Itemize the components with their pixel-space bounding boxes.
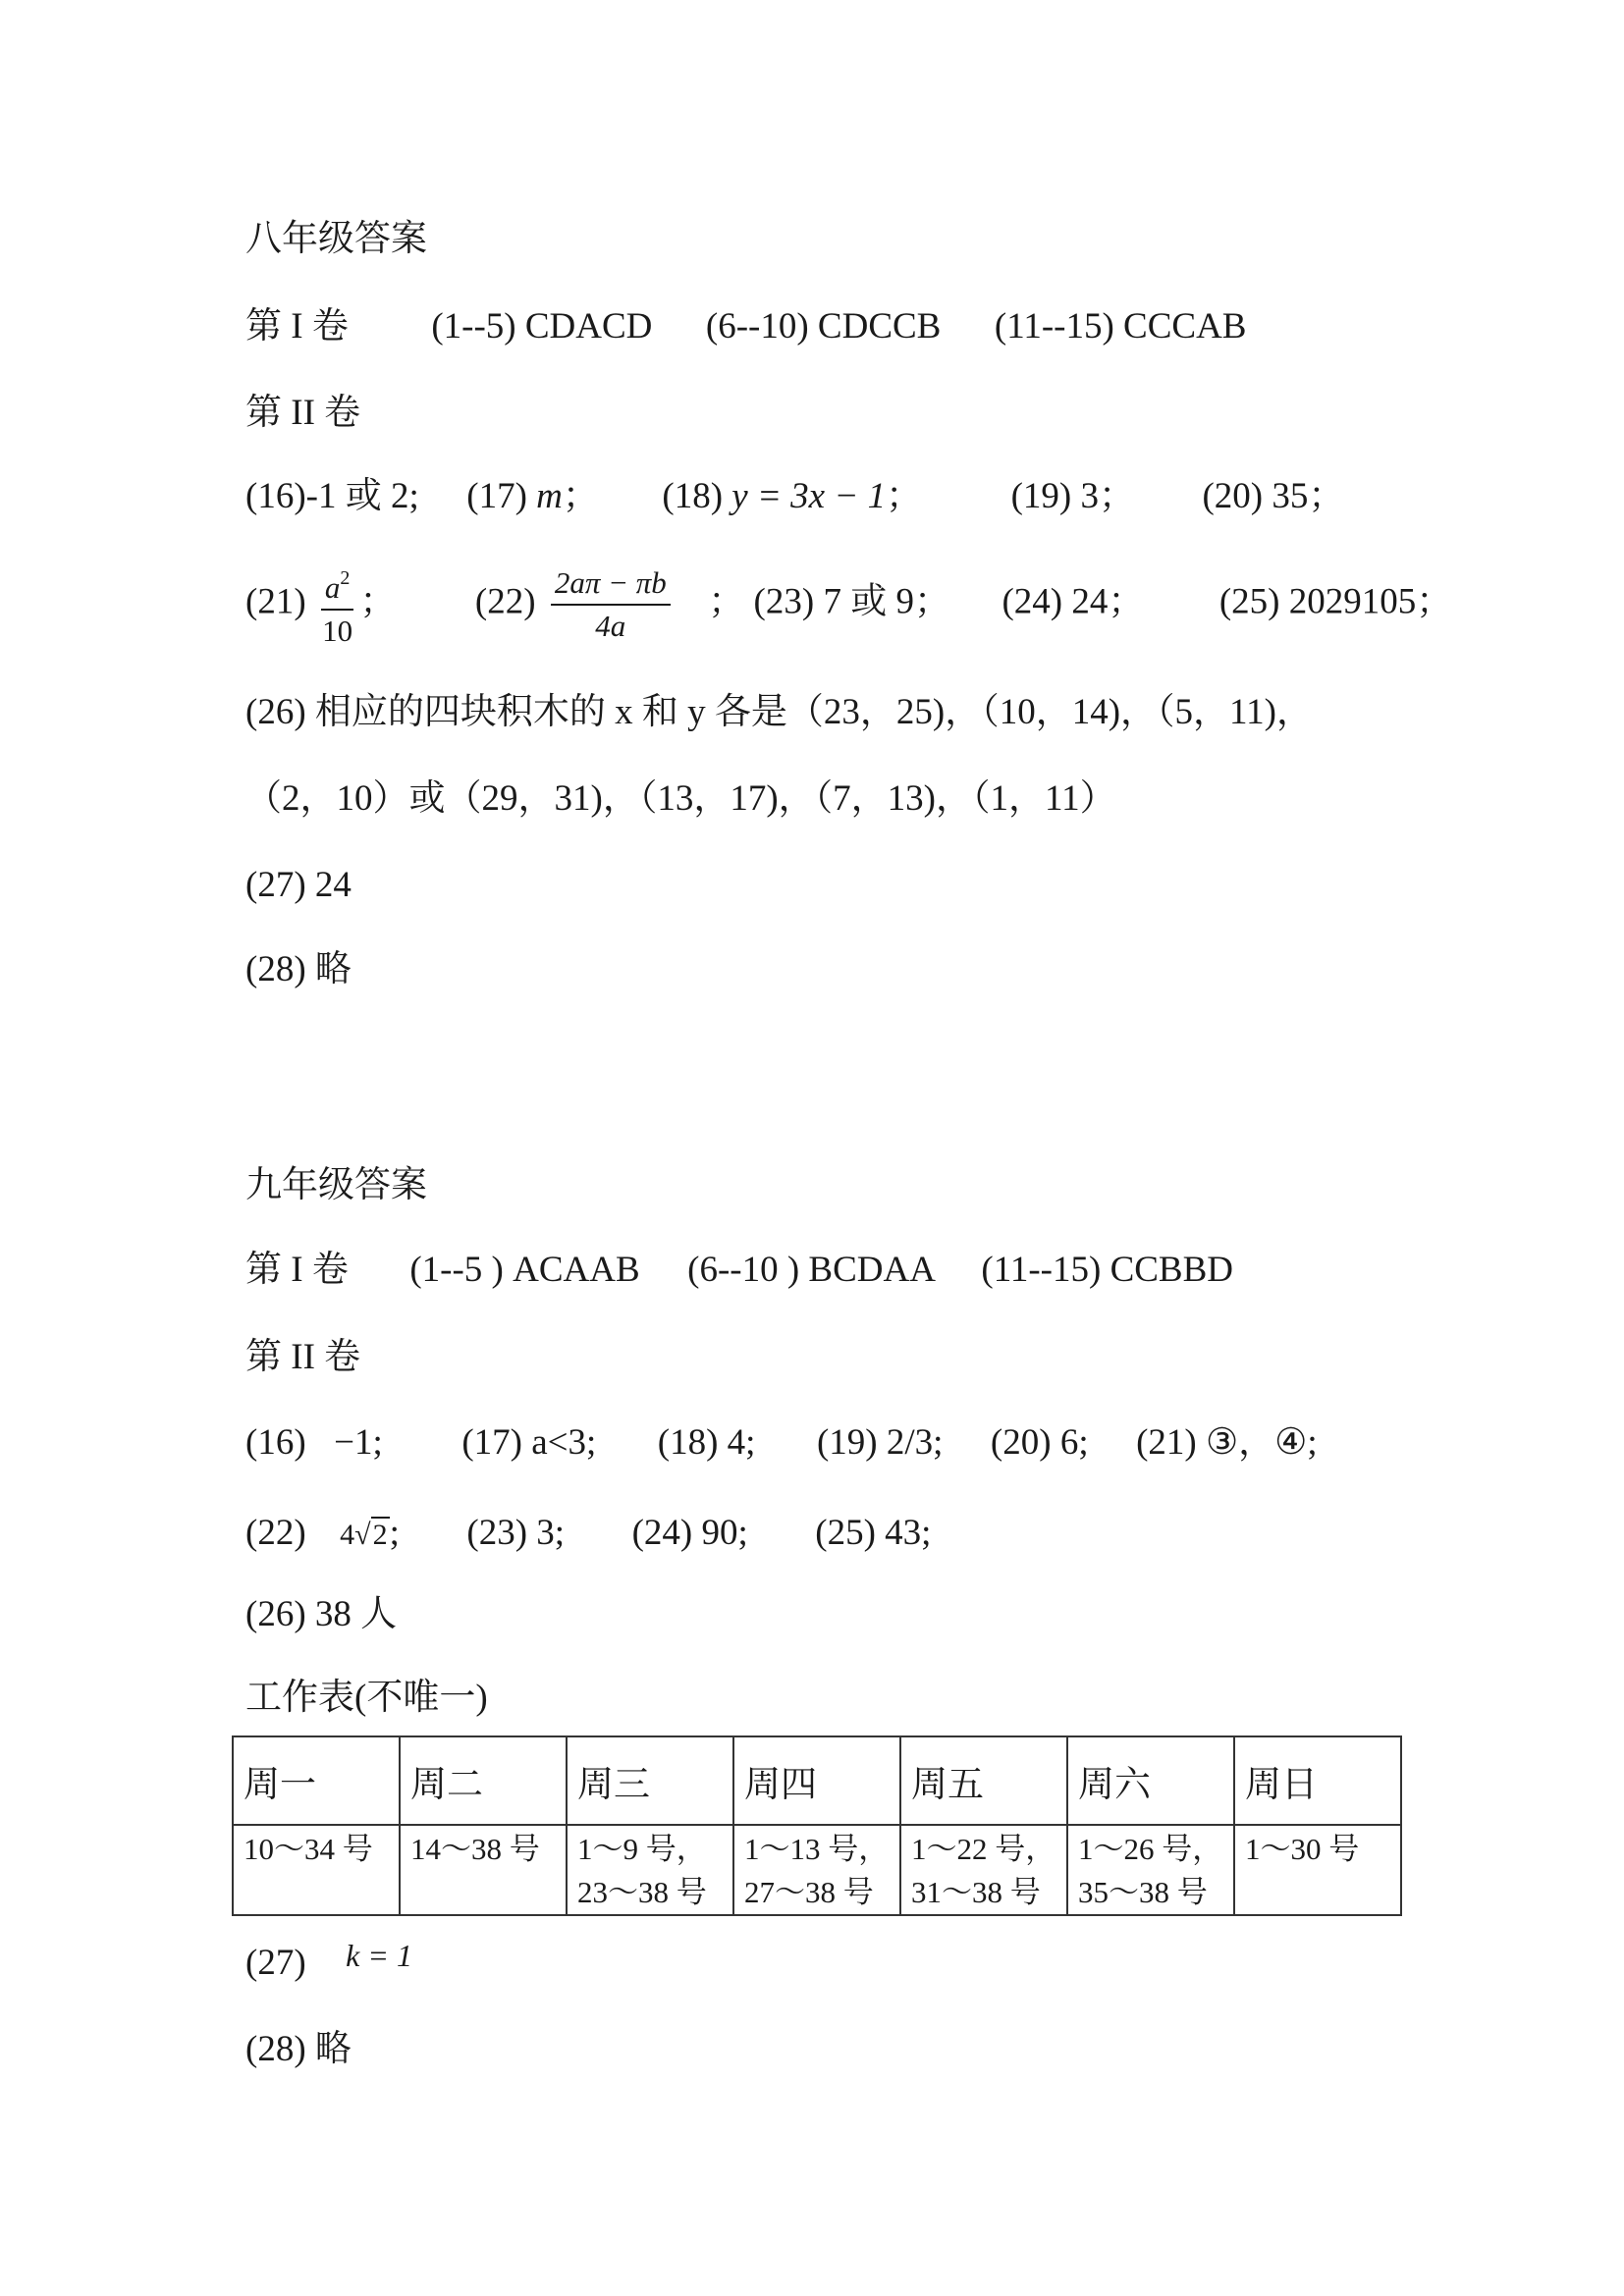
table-cell-line: 1～13 号， — [744, 1832, 890, 1866]
grade8-mc-11-15: (11--15) CCCAB — [994, 306, 1247, 347]
grade9-q16-answer: −1; — [334, 1422, 383, 1463]
grade9-q18: (18) 4; — [657, 1422, 756, 1463]
grade9-mc-11-15: (11--15) CCBBD — [981, 1250, 1234, 1290]
table-header-cell: 周三 — [567, 1736, 733, 1825]
grade8-q21-exponent: 2 — [340, 567, 351, 589]
table-header-row — [233, 1736, 1401, 1825]
grade8-q25: (25) 2029105； — [1218, 581, 1453, 622]
table-cell-line: 14～38 号 — [410, 1832, 540, 1866]
grade8-q21-denominator: 10 — [322, 614, 353, 648]
table-header-cell: 周六 — [1067, 1736, 1234, 1825]
grade8-q23: (23) 7 或 9； — [753, 581, 950, 622]
grade9-row-22-25 — [245, 1512, 931, 1557]
table-cell-line: 23～38 号 — [577, 1875, 707, 1909]
grade9-row-16-21 — [245, 1421, 1318, 1465]
table-cell — [733, 1825, 900, 1915]
grade8-q17-number: (17) — [466, 476, 527, 516]
grade9-q26: (26) 38 人 — [245, 1594, 398, 1634]
grade8-q22-number: (22) — [474, 581, 536, 622]
grade9-q25: (25) 43; — [815, 1513, 932, 1553]
grade9-q16-number: (16) — [245, 1422, 306, 1463]
table-cell-line: 35～38 号 — [1078, 1875, 1208, 1909]
grade8-q17-punct: ； — [562, 476, 599, 516]
table-cell — [567, 1825, 733, 1915]
grade9-volume1-line — [245, 1249, 1233, 1292]
grade8-q17-answer: m — [536, 476, 563, 516]
grade8-q18-number: (18) — [662, 476, 724, 516]
grade8-volume2-label: 第 II 卷 — [245, 393, 361, 433]
grade9-mc-6-10: (6--10 ) BCDAA — [687, 1250, 934, 1290]
grade8-q21-number: (21) — [245, 581, 306, 622]
grade8-q26-line1: (26) 相应的四块积木的 x 和 y 各是（23，25)，（10，14)，（5，11)， — [245, 692, 1313, 732]
grade9-table-title: 工作表(不唯一) — [245, 1678, 488, 1718]
grade8-q19: (19) 3； — [1010, 476, 1135, 516]
table-cell — [233, 1825, 400, 1915]
grade8-mc-1-5: (1--5) CDACD — [431, 306, 653, 347]
grade9-volume2-label: 第 II 卷 — [245, 1337, 361, 1377]
grade9-q22-punct: ; — [389, 1513, 400, 1553]
grade8-q22-denominator: 4a — [595, 609, 626, 643]
table-cell-line: 1～30 号 — [1245, 1832, 1360, 1866]
grade9-title: 九年级答案 — [245, 1165, 427, 1205]
grade9-mc-1-5: (1--5 ) ACAAB — [409, 1250, 640, 1290]
grade8-q21-base: a — [324, 570, 341, 605]
grade9-q21: (21) ③，④; — [1136, 1422, 1318, 1463]
grade9-q23: (23) 3; — [466, 1513, 566, 1553]
grade8-row-21-25 — [245, 560, 1452, 650]
grade8-q26-line2: （2，10）或（29，31)，（13，17)，（7，13)，（1，11） — [245, 778, 1116, 819]
grade9-q20: (20) 6; — [990, 1422, 1089, 1463]
grade8-mc-6-10: (6--10) CDCCB — [705, 306, 942, 347]
table-cell-line: 1～9 号， — [577, 1832, 707, 1866]
grade8-row-16-20 — [245, 475, 1344, 518]
table-cell-line: 10～34 号 — [244, 1832, 373, 1866]
table-cell — [400, 1825, 567, 1915]
table-cell-line: 1～26 号， — [1078, 1832, 1223, 1866]
grade9-q27 — [245, 1938, 412, 1985]
grade8-q18-equation: y = 3x − 1 — [731, 476, 887, 516]
grade8-title: 八年级答案 — [245, 219, 427, 259]
grade8-q18-punct: ； — [886, 476, 923, 516]
grade8-q27: (27) 24 — [245, 865, 352, 905]
grade9-q27-number: (27) — [245, 1943, 306, 1983]
grade8-q22-numerator: 2aπ − πb — [551, 564, 671, 606]
grade8-q22-fraction — [551, 564, 671, 645]
table-header-cell: 周二 — [400, 1736, 567, 1825]
work-schedule-table — [232, 1735, 1402, 1916]
grade8-q22-punct: ； — [708, 581, 745, 622]
table-cell-line: 31～38 号 — [911, 1875, 1041, 1909]
grade9-q22-radical: 4√2 — [340, 1519, 388, 1551]
table-cell-line: 1～22 号， — [911, 1832, 1056, 1866]
grade8-volume1-line — [245, 305, 1246, 348]
grade8-q21-numerator — [321, 560, 354, 611]
grade9-q17: (17) a<3; — [461, 1422, 597, 1463]
grade9-q28: (28) 略 — [245, 2029, 352, 2069]
table-cell — [900, 1825, 1067, 1915]
grade9-q22-radicand: 2 — [372, 1519, 388, 1551]
grade8-q21-punct: ； — [359, 581, 397, 622]
table-header-cell: 周五 — [900, 1736, 1067, 1825]
table-cell-line: 27～38 号 — [744, 1875, 874, 1909]
grade8-q16: (16)-1 或 2; — [245, 476, 419, 516]
table-cell — [1067, 1825, 1234, 1915]
grade8-volume1-label: 第 I 卷 — [245, 306, 349, 347]
table-cell — [1234, 1825, 1401, 1915]
grade9-q19: (19) 2/3; — [816, 1422, 944, 1463]
grade9-q27-equation: k = 1 — [346, 1938, 412, 1973]
grade8-q28: (28) 略 — [245, 949, 352, 989]
grade9-q24: (24) 90; — [631, 1513, 748, 1553]
table-header-cell: 周日 — [1234, 1736, 1401, 1825]
grade9-volume1-label: 第 I 卷 — [245, 1250, 349, 1290]
table-header-cell: 周四 — [733, 1736, 900, 1825]
table-header-cell: 周一 — [233, 1736, 400, 1825]
grade8-q20: (20) 35； — [1202, 476, 1345, 516]
grade9-q22-number: (22) — [245, 1513, 306, 1553]
grade8-q21-fraction — [321, 560, 354, 650]
grade8-q24: (24) 24； — [1001, 581, 1145, 622]
table-row — [233, 1825, 1401, 1915]
grade9-q22-coefficient: 4 — [340, 1519, 355, 1551]
